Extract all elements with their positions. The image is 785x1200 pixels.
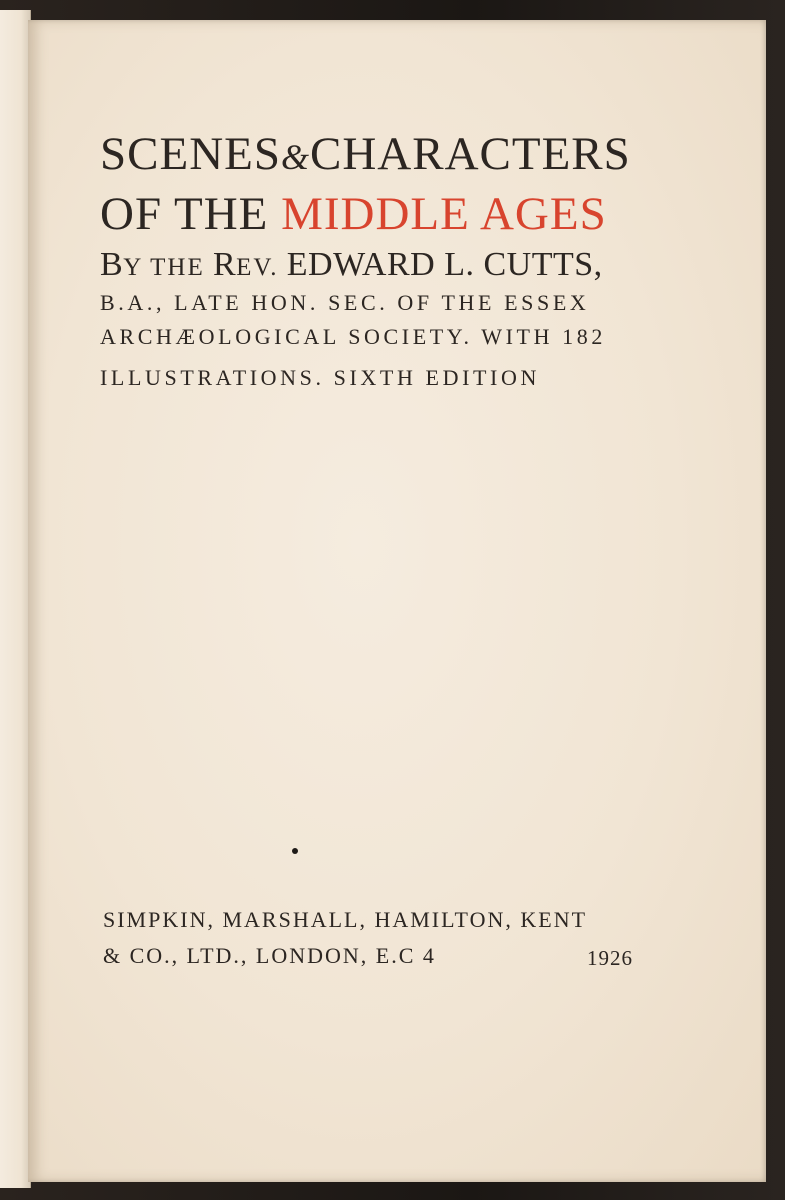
author-by-initial: B [100,246,124,283]
title-page [28,20,766,1182]
title-line-1 [100,127,631,181]
author-rev-initial: R [212,246,237,283]
credentials-line-2: ARCHÆOLOGICAL SOCIETY. WITH 182 [100,324,606,349]
credentials-line-3: ILLUSTRATIONS. SIXTH EDITION [100,365,540,390]
title-of-the: OF THE [100,188,269,240]
credentials-line-1 [100,290,589,316]
printers-dot [292,848,298,854]
credentials-text-1: B.A., LATE HON. SEC. OF THE ESSEX [100,290,590,315]
author-by-rest: Y THE [123,254,213,281]
title-ampersand: & [281,137,311,177]
publisher-line-2: & CO., LTD., LONDON, E.C 4 [103,943,436,968]
author-name: EDWARD L. CUTTS, [286,246,603,283]
title-line-2 [100,187,607,241]
author-line [100,246,603,284]
publication-year: 1926 [587,946,633,970]
previous-page-edge [0,10,31,1188]
title-word-scenes: SCENES [100,128,281,180]
author-rev-rest: EV. [236,254,287,281]
title-word-characters: CHARACTERS [310,128,631,180]
title-middle-ages: MIDDLE AGES [281,188,607,240]
publisher-line-1: SIMPKIN, MARSHALL, HAMILTON, KENT [103,907,588,932]
